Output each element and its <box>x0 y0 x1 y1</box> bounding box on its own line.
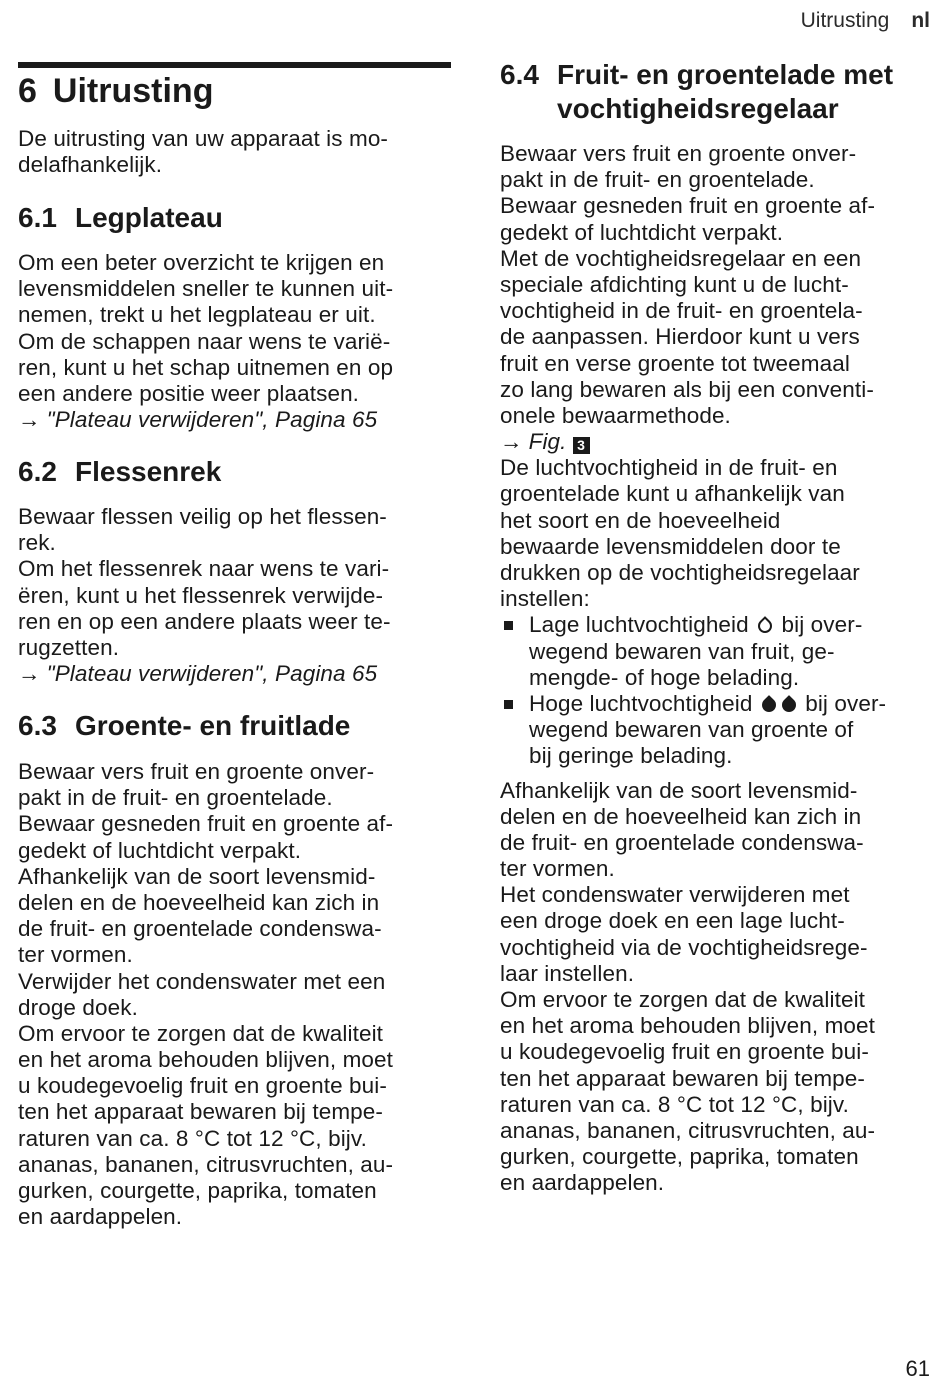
section-6-1-heading <box>18 201 223 235</box>
cross-reference-link[interactable] <box>18 661 458 687</box>
text-line: gurken, courgette, paprika, tomaten <box>500 1144 859 1170</box>
section-6-2-heading <box>18 455 221 489</box>
text-line: Afhankelijk van de soort levensmid- <box>500 777 858 803</box>
text-line: Bewaar vers fruit en groente onver- <box>500 141 857 166</box>
text-line: ananas, bananen, citrusvruchten, au- <box>18 1151 394 1177</box>
bullet-line <box>500 691 940 717</box>
arrow-right-icon: → <box>18 661 41 687</box>
list-item <box>500 612 940 691</box>
text-line: en aardappelen. <box>18 1204 183 1230</box>
text-line: zo lang bewaren als bij een conventi- <box>500 376 874 402</box>
text-line: Afhankelijk van de soort levensmid- <box>18 863 376 889</box>
text-line: de fruit- en groentelade condenswa- <box>18 916 382 942</box>
text-line: rugzetten. <box>18 634 120 660</box>
chapter-number: 6 <box>18 72 37 110</box>
text-line: pakt in de fruit- en groentelade. <box>18 785 333 811</box>
text-line: een droge doek en een lage lucht- <box>500 908 845 934</box>
bullet-line <box>500 612 940 638</box>
text-line: Om het flessenrek naar wens te vari- <box>18 556 390 582</box>
bullet-line: mengde- of hoge belading. <box>529 664 800 690</box>
text-line: ter vormen. <box>18 942 133 968</box>
section-number: 6.2 <box>18 456 57 487</box>
text-line: De uitrusting van uw apparaat is mo- <box>18 126 389 151</box>
text-line: pakt in de fruit- en groentelade. <box>500 167 815 193</box>
text-line: Om de schappen naar wens te varië- <box>18 328 391 354</box>
text-line: nemen, trekt u het legplateau er uit. <box>18 302 376 328</box>
text-line: vochtigheid in de fruit- en groentela- <box>500 298 863 324</box>
text-line: ëren, kunt u het flessenrek verwijde- <box>18 582 384 608</box>
chapter-rule <box>18 62 451 68</box>
section-number: 6.4 <box>500 59 539 90</box>
bullet-text: bij over- <box>781 612 863 638</box>
text-line: ter vormen. <box>500 856 615 882</box>
text-line: delafhankelijk. <box>18 152 163 178</box>
header-section: Uitrusting <box>800 9 890 32</box>
text-line: en het aroma behouden blijven, moet <box>18 1047 394 1073</box>
section-number: 6.3 <box>18 710 57 741</box>
page-number: 61 <box>905 1356 930 1381</box>
list-item <box>500 691 940 770</box>
text-line: Het condenswater verwijderen met <box>500 882 850 908</box>
figure-reference-link[interactable] <box>500 429 940 455</box>
text-line: droge doek. <box>18 994 138 1020</box>
text-line: Bewaar vers fruit en groente onver- <box>18 759 375 784</box>
text-line: en het aroma behouden blijven, moet <box>500 1013 876 1039</box>
section-title: Flessenrek <box>75 456 222 487</box>
text-line: de fruit- en groentelade condenswa- <box>500 829 864 855</box>
bullet-text: Lage luchtvochtigheid <box>529 612 749 638</box>
figure-number-badge: 3 <box>573 437 590 454</box>
bullet-text: bij over- <box>805 690 887 716</box>
drop-outline-icon <box>755 616 775 636</box>
section-6-4-body <box>500 141 940 1197</box>
section-number: 6.1 <box>18 202 57 233</box>
chapter-title-text: Uitrusting <box>52 72 214 110</box>
chapter-title <box>18 70 213 112</box>
section-title: Groente- en fruitlade <box>75 710 351 741</box>
text-line: fruit en verse groente tot tweemaal <box>500 350 850 376</box>
bullet-line: wegend bewaren van fruit, ge- <box>529 638 835 664</box>
cross-reference-link[interactable] <box>18 407 458 433</box>
text-line: ren, kunt u het schap uitnemen en op <box>18 354 394 380</box>
text-line: drukken op de vochtigheidsregelaar <box>500 560 860 585</box>
cross-reference-text: "Plateau verwijderen", Pagina 65 <box>46 407 378 433</box>
text-line: gurken, courgette, paprika, tomaten <box>18 1178 377 1203</box>
arrow-right-icon: → <box>500 429 523 455</box>
text-line: ten het apparaat bewaren bij tempe- <box>18 1099 383 1125</box>
text-line: Bewaar gesneden fruit en groente af- <box>18 811 394 837</box>
text-line: het soort en de hoeveelheid <box>500 507 781 533</box>
text-line: onele bewaarmethode. <box>500 402 731 428</box>
text-line: levensmiddelen sneller te kunnen uit- <box>18 276 394 302</box>
text-line: Bewaar gesneden fruit en groente af- <box>500 193 876 219</box>
section-6-4-heading <box>500 58 893 126</box>
text-line: Om ervoor te zorgen dat de kwaliteit <box>18 1020 384 1046</box>
section-title-line-1: Fruit- en groentelade met <box>557 59 894 90</box>
figure-reference-label: Fig. <box>528 429 567 455</box>
section-6-3-body <box>18 759 458 1230</box>
text-line: instellen: <box>500 586 590 612</box>
text-line: delen en de hoeveelheid kan zich in <box>500 803 862 829</box>
section-6-3-heading <box>18 709 350 743</box>
text-line: ananas, bananen, citrusvruchten, au- <box>500 1117 876 1143</box>
header-language: nl <box>911 9 930 32</box>
text-line: u koudegevoelig fruit en groente bui- <box>500 1039 869 1065</box>
text-line: speciale afdichting kunt u de lucht- <box>500 271 849 297</box>
running-header <box>801 8 930 34</box>
text-line: bewaarde levensmiddelen door te <box>500 533 841 559</box>
square-bullet-icon <box>504 621 513 630</box>
text-line: vochtigheid via de vochtigheidsrege- <box>500 934 868 960</box>
text-line: ren en op een andere plaats weer te- <box>18 608 391 634</box>
section-6-1-body <box>18 250 458 433</box>
bullet-line: wegend bewaren van groente of <box>529 717 854 743</box>
section-6-2-body <box>18 504 458 687</box>
text-line: rek. <box>18 530 56 556</box>
text-line: delen en de hoeveelheid kan zich in <box>18 889 380 915</box>
section-title-line-2: vochtigheidsregelaar <box>557 93 839 124</box>
text-line: raturen van ca. 8 °C tot 12 °C, bijv. <box>500 1091 849 1117</box>
text-line: Om ervoor te zorgen dat de kwaliteit <box>500 987 866 1012</box>
text-line: gedekt of luchtdicht verpakt. <box>500 219 784 245</box>
text-line: ten het apparaat bewaren bij tempe- <box>500 1065 865 1091</box>
bullet-line: bij geringe belading. <box>529 743 733 769</box>
text-line: Verwijder het condenswater met een <box>18 968 386 994</box>
text-line: groentelade kunt u afhankelijk van <box>500 481 845 507</box>
text-line: u koudegevoelig fruit en groente bui- <box>18 1073 387 1099</box>
arrow-right-icon: → <box>18 407 41 433</box>
bullet-text: Hoge luchtvochtigheid <box>529 690 753 716</box>
cross-reference-text: "Plateau verwijderen", Pagina 65 <box>46 661 378 687</box>
text-line: laar instellen. <box>500 960 635 986</box>
text-line: Bewaar flessen veilig op het flessen- <box>18 504 387 529</box>
text-line: gedekt of luchtdicht verpakt. <box>18 837 302 863</box>
double-drop-filled-icon <box>759 691 799 716</box>
text-line: Met de vochtigheidsregelaar en een <box>500 245 862 271</box>
chapter-intro <box>18 126 458 178</box>
text-line: Om een beter overzicht te krijgen en <box>18 250 385 275</box>
square-bullet-icon <box>504 700 513 709</box>
text-line: een andere positie weer plaatsen. <box>18 380 360 406</box>
text-line: De luchtvochtigheid in de fruit- en <box>500 455 838 481</box>
section-title: Legplateau <box>75 202 223 233</box>
text-line: raturen van ca. 8 °C tot 12 °C, bijv. <box>18 1125 367 1151</box>
text-line: en aardappelen. <box>500 1170 665 1196</box>
text-line: de aanpassen. Hierdoor kunt u vers <box>500 324 860 350</box>
bullet-list <box>500 612 940 769</box>
